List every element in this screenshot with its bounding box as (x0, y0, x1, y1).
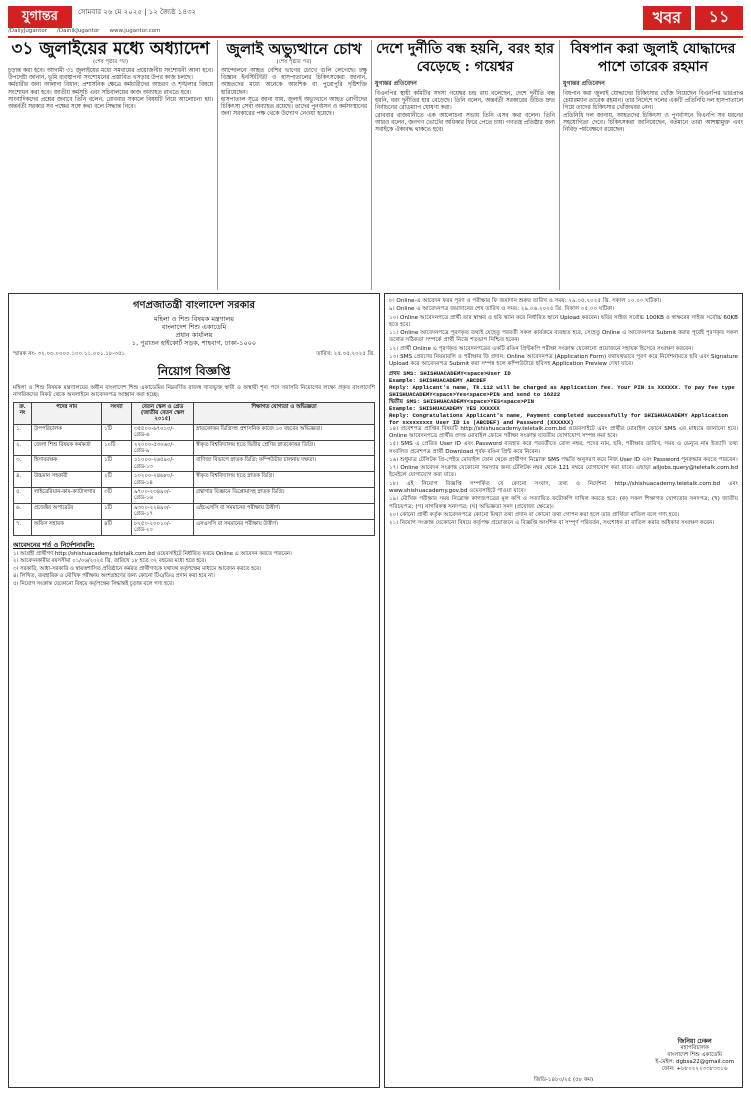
table-cell: ৮২৫০-২০০১০/- গ্রেড-২০ (132, 519, 194, 535)
signatory-name: জিনিয়া ঢেকল (677, 1038, 712, 1045)
masthead (8, 6, 743, 34)
story-byline: যুগান্তর প্রতিবেদন (375, 80, 417, 87)
table-cell: প্রজেক্টর অপারেটর (32, 503, 102, 519)
table-cell: হিসাবরক্ষক (32, 456, 102, 472)
table-row (14, 472, 375, 488)
signatory-org: বাংলাদেশ শিশু একাডেমি (667, 1052, 722, 1058)
notice-intro: মহিলা ও শিশু বিষয়ক মন্ত্রণালয়ের অধীন বাংলাদেশ শিশু একাডেমির নিম্নবর্ণিত রাজস্ব খাতভুক্ত স্থায়ী ও অস্থায়ী শূন্য পদে সরাসরি নিয়োগের লক্ষ্যে প্রকৃত বাংলাদেশি নাগরিকদের নিকট থেকে অনলাইনে আবেদনপত্র আহ্বান করা হচ্ছে। (13, 385, 375, 398)
table-cell: স্নাতকোত্তর ডিগ্রিসহ প্রশাসনিক কাজে ১০ বছরের অভিজ্ঞতা। (194, 424, 375, 440)
sms-line: প্রথম SMS: SHISHUACADEMY<space>User ID (389, 369, 511, 377)
table-cell: ৯৩০০-২২৪৯০/- গ্রেড-১৭ (132, 503, 194, 519)
table-cell: ২টি (102, 472, 132, 488)
gov-header (13, 298, 375, 347)
continuation-note: (শেষ পৃষ্ঠার পর) (92, 59, 128, 65)
col-header: বেতন স্কেল ও গ্রেড (জাতীয় বেতন স্কেল ২০১৫) (132, 402, 194, 424)
col-header: শিক্ষাগত যোগ্যতা ও অভিজ্ঞতা (194, 402, 375, 424)
table-cell: ১টি (102, 456, 132, 472)
table-row (14, 440, 375, 456)
story-headline[interactable]: ৩১ জুলাইয়ের মধ্যে অধ্যাদেশ (11, 39, 210, 59)
table-row (14, 488, 375, 504)
rules-title: আবেদনের শর্ত ও নির্দেশনাবলি: (13, 540, 95, 549)
table-cell: ৯৭০০-২৩৪৯০/- গ্রেড-১৬ (132, 488, 194, 504)
instruction-item: ১৬। শুধুমাত্র টেলিটক প্রি-পেইড মোবাইল ফোন থেকে প্রার্থীগণ নিম্নোক্ত SMS পদ্ধতি অনুসরণ করে নিজ User ID এবং Password পুনরুদ্ধার করতে পারবেন। (389, 456, 738, 463)
org-name: বাংলাদেশ শিশু একাডেমি (161, 323, 227, 331)
instruction-item: ২১। নিয়োগ সংক্রান্ত যেকোনো বিষয়ে কর্তৃপক্ষ প্রয়োজনে এ বিজ্ঞপ্তি আংশিক বা সম্পূর্ণ পরিবর্তন, সংশোধন বা বাতিল করার অধিকার সংরক্ষণ করেন। (389, 520, 715, 527)
table-cell: ৪টি (102, 519, 132, 535)
table-cell: লাইব্রেরিয়ান-কাম-ক্যাটালগার (32, 488, 102, 504)
column-divider (371, 40, 372, 290)
table-cell: স্বীকৃত বিশ্ববিদ্যালয় হতে স্নাতক ডিগ্রি। (194, 472, 375, 488)
story-july-eyes (221, 40, 367, 118)
story-paragraph: কর্মচারীর জন্য আলাদা বিধান: প্রশাসনিক ক্ষেত্রে কর্মচারীদের আচরণ ও শৃঙ্খলার বিষয়ে সংশোধন করা হবে। জাতীয় কর্মসূচি এবং সচিবালয়ের কাজ অব্যাহত রাখতে হবে। (8, 82, 213, 96)
table-cell: ১. (14, 424, 32, 440)
table-cell: ৪. (14, 472, 32, 488)
facebook-link[interactable]: /DailyJugantor (8, 28, 48, 34)
instruction-item: ২০। কোনো প্রার্থী কর্তৃক আবেদনপত্রে কোনো মিথ্যা তথ্য প্রদান বা কোনো তথ্য গোপন করা হলে তার প্রার্থিতা বাতিল বলে গণ্য হবে। (389, 511, 680, 518)
table-cell: অফিস সহায়ক (32, 519, 102, 535)
instruction-item: ৯। Online এ আবেদনপত্র জমাদানের শেষ তারিখ ও সময়: ২৯.০৬.২০২৫ খ্রি. বিকাল ০৫.০০ ঘটিকা। (389, 306, 615, 313)
social-bar (8, 28, 308, 36)
table-row (14, 456, 375, 472)
sms-line: Example: SHISHUACADEMY ABCDEF (389, 376, 487, 384)
newspaper-logo[interactable]: যুগান্তর (8, 6, 72, 28)
story-paragraph: প্রতিনিধি দল জানায়, আহতদের চিকিৎসা ও পুনর্বাসনে বিএনপি সব ধরনের সহযোগিতা দেবে। চিকিৎসকরা জানিয়েছেন, বর্তমানে তারা আশঙ্কামুক্ত এবং নিবিড় পর্যবেক্ষণে রয়েছেন। (563, 112, 743, 134)
story-paragraph: আন্দোলনে আহত বেশির ভাগের চোখে গুলি লেগেছে। চক্ষু বিজ্ঞান ইনস্টিটিউট ও হাসপাতালের চিকিৎসকেরা জানান, আহতদের মধ্যে অনেকে আংশিক বা পুরোপুরি দৃষ্টিশক্তি হারিয়েছেন। (221, 68, 367, 96)
table-cell: ৩. (14, 456, 32, 472)
office-name: প্রধান কার্যালয় (175, 331, 213, 339)
col-header: সংখ্যা (102, 402, 132, 424)
posts-table (13, 402, 375, 536)
col-header: ক্র. নং (14, 402, 32, 424)
gov-name: গণপ্রজাতন্ত্রী বাংলাদেশ সরকার (133, 300, 255, 311)
story-headline[interactable]: দেশে দুর্নীতি বন্ধ হয়নি, বরং হার বেড়েছে : গয়েশ্বর (376, 41, 554, 75)
table-cell: ১০২০০-২৪৬৮০/- গ্রেড-১৪ (132, 472, 194, 488)
table-cell: ৭. (14, 519, 32, 535)
sms-line: Example: SHISHUACADEMY YES XXXXXX (389, 404, 500, 412)
page-number: ১১ (695, 6, 743, 30)
section-label: খবর (643, 6, 691, 30)
instruction-item: ১২। প্রার্থী Online এ পূরণকৃত আবেদনপত্রের একটি রঙিন প্রিন্টকপি পরীক্ষা সংক্রান্ত যেকোনো প্রয়োজনে সহায়ক হিসেবে সংরক্ষণ করবেন। (389, 345, 694, 352)
twitter-link[interactable]: /DainikJugantor (57, 28, 100, 34)
job-notice-right (384, 293, 743, 1088)
table-row (14, 519, 375, 535)
signature-block (655, 1038, 734, 1073)
rule-item: ২। আবেদনকারীর বয়সসীমা ০১/০৬/২০২৫ খ্রি. তারিখে ১৮ হতে ৩২ বছরের মধ্যে হতে হবে। (13, 558, 207, 565)
website-link[interactable]: www.jugantor.com (109, 28, 161, 34)
table-cell: উপপরিচালক (32, 424, 102, 440)
rule-item: ১। আগ্রহী প্রার্থীগণ http://shishuacademy.teletalk.com.bd ওয়েবসাইটে নির্ধারিত ফরমে Online এ আবেদন করতে পারবেন। (13, 550, 292, 557)
header-divider (8, 36, 743, 38)
story-paragraph: চূড়ান্ত করা হবে। আগামী ৩১ জুলাইয়ের মধ্যে সমবায়ের প্রয়োজনীয় সংশোধনী আনা হবে। উপদেষ্টা জানান, ভূমি ব্যবস্থাপনা সংশোধনের প্রস্তাবিত খসড়ার উপর কাজ চলছে। (8, 68, 213, 82)
table-cell: জেলা শিশু বিষয়ক কর্মকর্তা (32, 440, 102, 456)
instruction-item: ৮। Online-এ আবেদন ফরম পূরণ ও পরীক্ষার ফি জমাদান শুরুর তারিখ ও সময়: ২৯.০৫.২০২৫ খ্রি. সকাল ১০.০০ ঘটিকা। (389, 298, 661, 304)
job-notice-left (8, 293, 380, 1088)
instruction-item: ১১। Online আবেদনপত্রে পূরণকৃত তথ্যই যেহেতু পরবর্তী সকল কার্যক্রমে ব্যবহৃত হবে, সেহেতু Online এ আবেদনপত্র Submit করার পূর্বেই পূরণকৃত সকল তথ্যের সঠিকতা সম্পর্কে প্রার্থী নিজে শতভাগ নিশ্চিত হবেন। (389, 330, 738, 344)
sms-line: Reply: Applicant's name, Tk.112 will be charged as Application fee. Your PIN is XXXXXX. To pay fee type SHISHUACADEMY<space>Yes<space>PIN and send to 16222 (389, 383, 735, 398)
rule-item: ৪। লিখিত, ব্যবহারিক ও মৌখিক পরীক্ষায় অংশগ্রহণের জন্য কোনো টিএ/ডিএ প্রদান করা হবে না। (13, 573, 215, 580)
story-paragraph: রোববার রাজধানীতে এক আলোচনা সভায় তিনি এসব কথা বলেন। তিনি আরও বলেন, জনগণ ভোটের অধিকার ফিরে পেতে চায়। গণতন্ত্র প্রতিষ্ঠার জন্য সবাইকে ঐক্যবদ্ধ থাকতে হবে। (375, 112, 555, 134)
memo-number: স্মারক নং- ৩২.০৩.০০০০.১০০.১১.০০১.১৮-৩৫১ (13, 351, 126, 357)
story-headline[interactable]: বিষপান করা জুলাই যোদ্ধাদের পাশে তারেক রহমান (570, 41, 736, 75)
date-line: সোমবার ২৬ মে ২০২৫ | ১২ জ্যৈষ্ঠ ১৪৩২ (78, 8, 197, 16)
instructions-list-2 (389, 426, 738, 528)
table-cell: স্বীকৃত বিশ্ববিদ্যালয় হতে দ্বিতীয় শ্রেণির স্নাতকোত্তর ডিগ্রি। (194, 440, 375, 456)
instruction-item: ১৯। মৌখিক পরীক্ষার সময় নিম্নোক্ত কাগজপত্রের মূল কপি ও সত্যায়িত ফটোকপি দাখিল করতে হবে: (ক) সকল শিক্ষাগত যোগ্যতার সনদপত্র; (খ) জাতীয় পরিচয়পত্র; (গ) নাগরিকত্ব সনদপত্র; (ঘ) অভিজ্ঞতা সনদ (প্রযোজ্য ক্ষেত্রে)। (389, 496, 738, 510)
instruction-item: ১৫। SMS এ প্রেরিত User ID এবং Password ব্যবহার করে পরবর্তীতে রোল নম্বর, পদের নাম, ছবি, পরীক্ষার তারিখ, সময় ও ভেন্যুর নাম ইত্যাদি তথ্য সংবলিত প্রবেশপত্র প্রার্থী Download পূর্বক রঙিন প্রিন্ট করে নিবেন। (389, 441, 738, 455)
story-paragraph: হাসপাতাল সূত্রে জানা যায়, জুলাই অভ্যুত্থানে আহত রোগীদের চিকিৎসা সেবা অব্যাহত রয়েছে। তাদের পুনর্বাসন ও কর্মসংস্থানের জন্য সরকারের পক্ষ থেকে উদ্যোগ নেওয়া হয়েছে। (221, 96, 367, 118)
instruction-item: ১৭। Online আবেদন সংক্রান্ত যেকোনো সমস্যার জন্য টেলিটক নম্বর থেকে 121 নম্বরে যোগাযোগ করা যাবে। এছাড়া alljobs.query@teletalk.com.bd ইমেইলে যোগাযোগ করা যাবে। (389, 465, 738, 479)
table-cell: গ্রন্থাগার বিজ্ঞানে ডিপ্লোমাসহ স্নাতক ডিগ্রি। (194, 488, 375, 504)
story-headline[interactable]: জুলাই অভ্যুত্থানে চোখ (226, 40, 362, 58)
instruction-item: ১৩। SMS প্রেরণের নিয়মাবলি ও পরীক্ষার ফি প্রদান: Online আবেদনপত্র (Application Form) যথাযথভাবে পূরণ করে নির্দেশনামতে ছবি এবং Signature Upload করে আবেদনপত্র Submit করা সম্পন্ন হলে কম্পিউটারে ছবিসহ Application Preview দেখা যাবে। (389, 354, 738, 368)
story-byline: যুগান্তর প্রতিবেদন (563, 80, 605, 87)
notice-title: নিয়োগ বিজ্ঞপ্তি (157, 364, 231, 378)
signatory-email[interactable]: ই-মেইল: dgbsa22@gmail.com (655, 1059, 734, 1065)
column-divider (559, 40, 560, 290)
office-address: ১, পুরাতন হাইকোর্ট সড়ক, শাহবাগ, ঢাকা-১০০০ (131, 339, 257, 347)
story-paragraph: সাংবাদিকদের প্রশ্নের জবাবে তিনি বলেন, রোববার সকালে বিষয়টি নিয়ে আলোচনা হয়। অন্তর্বর্তী সরকার সব পক্ষের সঙ্গে কথা বলে সিদ্ধান্ত নিবে। (8, 96, 213, 111)
continuation-note: (শেষ পৃষ্ঠার পর) (276, 59, 312, 65)
col-header: পদের নাম (32, 402, 102, 424)
rules-list (13, 551, 375, 588)
table-cell: বাণিজ্য বিভাগে স্নাতক ডিগ্রি; কম্পিউটার চালনায় দক্ষতা। (194, 456, 375, 472)
sms-line: দ্বিতীয় SMS: SHISHUACADEMY<space>YES<space>PIN (389, 397, 534, 405)
story-tarique (563, 40, 743, 134)
table-header-row (14, 402, 375, 424)
story-corruption (375, 40, 555, 134)
table-cell: ৩টি (102, 488, 132, 504)
rule-item: ৫। নিয়োগ সংক্রান্ত যেকোনো বিষয়ে কর্তৃপক্ষের সিদ্ধান্তই চূড়ান্ত বলে গণ্য হবে। (13, 580, 174, 587)
table-cell: ২২০০০-৫৩০৬০/- গ্রেড-৯ (132, 440, 194, 456)
table-cell: উচ্চমান সহকারী (32, 472, 102, 488)
table-cell: এইচএসসি বা সমমানের পরীক্ষায় উত্তীর্ণ। (194, 503, 375, 519)
table-cell: ১১০০০-২৬৫৯০/- গ্রেড-১৩ (132, 456, 194, 472)
instruction-item: ১০। Online আবেদনপত্রে প্রার্থী তার স্বাক্ষর ও ছবি স্ক্যান করে নির্ধারিত স্থানে Upload করবেন। ছবির সাইজ সর্বোচ্চ 100KB ও স্বাক্ষরের সাইজ সর্বোচ্চ 60KB হতে হবে। (389, 314, 739, 328)
table-cell: ১০টি (102, 440, 132, 456)
rule-item: ৩। সরকারি, আধা-সরকারি ও স্বায়ত্তশাসিত প্রতিষ্ঠানে কর্মরত প্রার্থীগণকে যথাযথ কর্তৃপক্ষের মাধ্যমে আবেদন করতে হবে। (13, 565, 261, 572)
table-cell: এসএসসি বা সমমানের পরীক্ষায় উত্তীর্ণ। (194, 519, 375, 535)
table-cell: ২. (14, 440, 32, 456)
ministry-name: মহিলা ও শিশু বিষয়ক মন্ত্রণালয় (153, 315, 234, 323)
story-paragraph: বিএনপির স্থায়ী কমিটির সদস্য গয়েশ্বর চন্দ্র রায় বলেছেন, দেশে দুর্নীতি বন্ধ হয়নি, বরং দুর্নীতির হার বেড়েছে। তিনি বলেন, অন্তর্বর্তী সরকারের উচিত দ্রুত নির্বাচনের রোডম্যাপ ঘোষণা করা। (375, 91, 555, 112)
table-cell: ৬. (14, 503, 32, 519)
table-cell: ৫. (14, 488, 32, 504)
sms-line: Reply: Congratulations Applicant's name, Payment completed successfully for SHISHUACADEMY Application for xxxxxxxxx User ID is (ABCDEF) and Password (XXXXXX) (389, 411, 729, 426)
table-cell: ১টি (102, 424, 132, 440)
signatory-phone: ফোন: +৮৮০২২২৩৩৮৩৩১৬ (661, 1066, 728, 1072)
instruction-item: ১৮। এই নিয়োগ বিজ্ঞপ্তি সম্পর্কিত যে কোনো সংবাদ, তথ্য ও নির্দেশনা http://shishuacademy.teletalk.com.bd এবং www.shishuacademy.gov.bd ওয়েবসাইটে পাওয়া যাবে। (389, 480, 738, 495)
memo-row (13, 351, 375, 359)
ad-code: জিডি-১৪৮০/২৫ (৫৮ কম) (533, 1077, 594, 1083)
column-divider (217, 40, 218, 290)
table-cell: ১টি (102, 503, 132, 519)
story-ordinance (8, 40, 213, 111)
table-row (14, 424, 375, 440)
signatory-title: মহাপরিচালক (680, 1045, 709, 1051)
instructions-list (389, 298, 738, 369)
instruction-item: ১৪। প্রবেশপত্র প্রাপ্তির বিষয়টি http://shishuacademy.teletalk.com.bd ওয়েবসাইটে এবং প্রার্থীর মোবাইল ফোনে SMS এর মাধ্যমে জানানো হবে। Online আবেদনপত্রে প্রার্থীর প্রদত্ত মোবাইল ফোনে পরীক্ষা সংক্রান্ত যাবতীয় যোগাযোগ সম্পন্ন করা হবে। (389, 425, 738, 439)
story-paragraph: বিষপান করা জুলাই যোদ্ধাদের চিকিৎসার খোঁজ নিয়েছেন বিএনপির ভারপ্রাপ্ত চেয়ারম্যান তারেক রহমান। তার নির্দেশে দলের একটি প্রতিনিধি দল হাসপাতালে গিয়ে তাদের চিকিৎসার খোঁজখবর নেন। (563, 91, 743, 112)
memo-date: তারিখ: ২৫.০৫.২০২৫ খ্রি. (316, 351, 375, 357)
table-row (14, 503, 375, 519)
table-cell: ৩৫৫০০-৬৭০১০/- গ্রেড-৬ (132, 424, 194, 440)
sms-instructions (389, 370, 738, 426)
